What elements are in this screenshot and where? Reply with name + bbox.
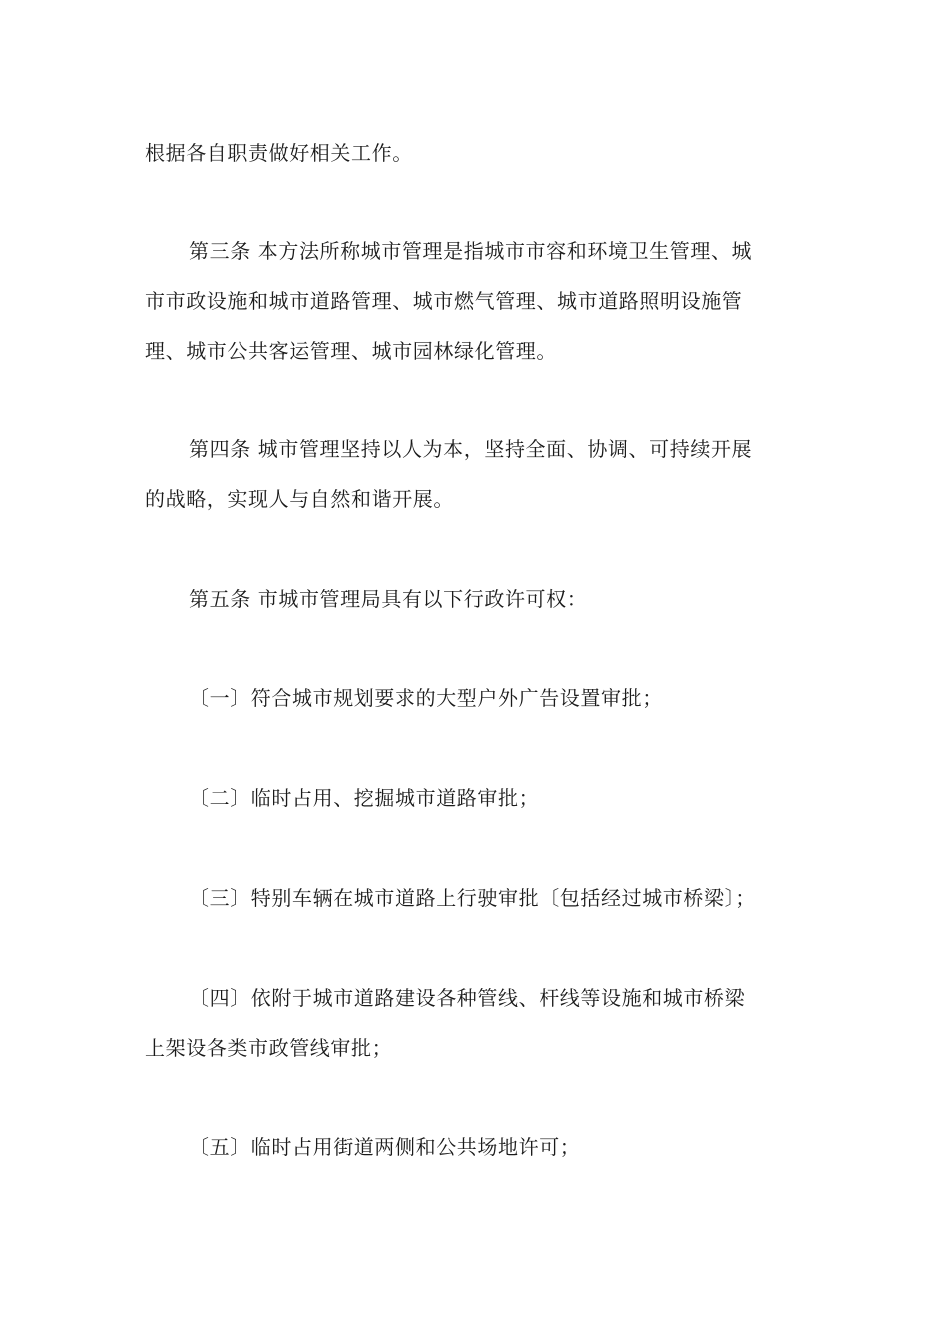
text-line: 根据各自职责做好相关工作。 (145, 141, 413, 165)
text-line: 〔五〕临时占用街道两侧和公共场地许可； (189, 1135, 581, 1159)
paragraph-article-3 (145, 226, 810, 376)
text-line: 〔三〕特别车辆在城市道路上行驶审批〔包括经过城市桥梁〕； (189, 886, 756, 910)
text-line: 的战略，实现人与自然和谐开展。 (145, 487, 454, 511)
text-line: 第五条 市城市管理局具有以下行政许可权： (189, 587, 588, 611)
text-line: 理、城市公共客运管理、城市园林绿化管理。 (145, 339, 557, 363)
list-item-3 (145, 873, 810, 923)
paragraph-article-5 (145, 574, 810, 624)
list-item-4 (145, 973, 810, 1073)
text-line: 〔一〕符合城市规划要求的大型户外广告设置审批； (189, 686, 663, 710)
paragraph-article-4 (145, 424, 810, 524)
text-line: 〔四〕依附于城市道路建设各种管线、杆线等设施和城市桥梁 (189, 986, 746, 1010)
text-line: 上架设各类市政管线审批； (145, 1036, 393, 1060)
text-line: 第三条 本方法所称城市管理是指城市市容和环境卫生管理、城 (189, 239, 753, 263)
paragraph-continuation (145, 128, 810, 178)
list-item-1 (145, 673, 810, 723)
list-item-5 (145, 1122, 810, 1172)
text-line: 市市政设施和城市道路管理、城市燃气管理、城市道路照明设施管 (145, 289, 743, 313)
text-line: 第四条 城市管理坚持以人为本，坚持全面、协调、可持续开展 (189, 437, 753, 461)
list-item-2 (145, 773, 810, 823)
text-line: 〔二〕临时占用、挖掘城市道路审批； (189, 786, 540, 810)
